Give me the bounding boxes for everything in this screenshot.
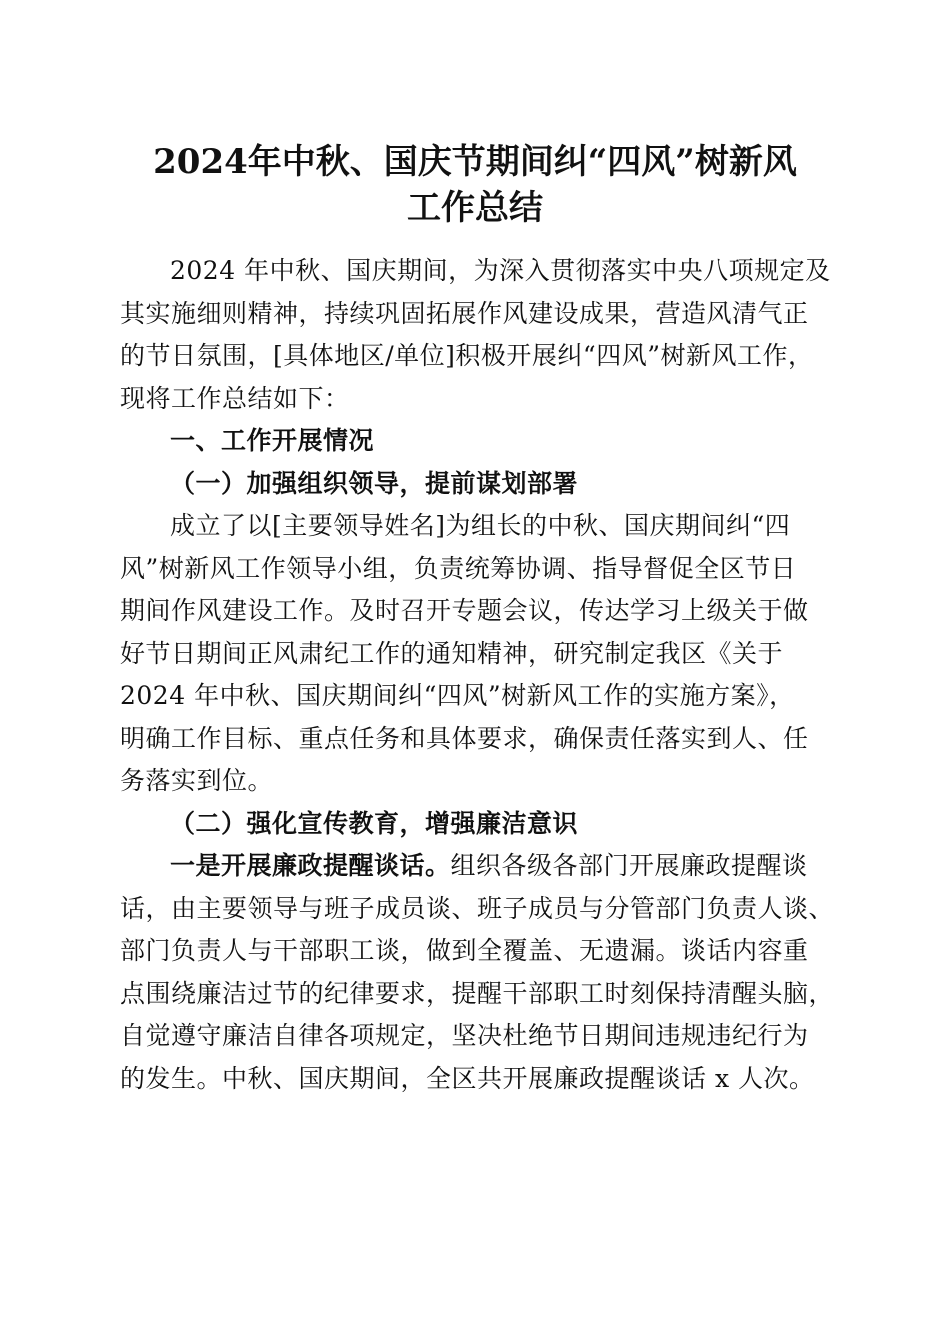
paragraph-line: 自觉遵守廉洁自律各项规定，坚决杜绝节日期间违规违纪行为 xyxy=(120,1021,809,1050)
paragraph-lead: 一是开展廉政提醒谈话。 xyxy=(170,851,451,880)
document-title-line-2: 工作总结 xyxy=(407,188,543,228)
paragraph-line: 话，由主要领导与班子成员谈、班子成员与分管部门负责人谈、 xyxy=(120,893,835,923)
document-title-line-1: 2024年中秋、国庆节期间纠“四风”树新风 xyxy=(153,142,797,182)
document-body xyxy=(120,250,835,1100)
subsection-heading: （一）加强组织领导，提前谋划部署 xyxy=(170,468,579,498)
paragraph-line: 务落实到位。 xyxy=(120,766,274,795)
subsection-heading: （二）强化宣传教育，增强廉洁意识 xyxy=(170,808,579,838)
paragraph-line: 好节日期间正风肃纪工作的通知精神，研究制定我区《关于 xyxy=(120,638,784,668)
paragraph-line: 的发生。中秋、国庆期间，全区共开展廉政提醒谈话 x 人次。 xyxy=(120,1063,815,1093)
paragraph-text: 组织各级各部门开展廉政提醒谈 xyxy=(450,851,808,880)
paragraph-line: 风”树新风工作领导小组，负责统筹协调、指导督促全区节日 xyxy=(120,553,797,583)
intro-line: 现将工作总结如下： xyxy=(120,383,350,413)
intro-line: 其实施细则精神，持续巩固拓展作风建设成果，营造风清气正 xyxy=(120,298,809,328)
section-heading: 一、工作开展情况 xyxy=(170,426,375,455)
paragraph-line xyxy=(120,845,832,888)
paragraph-line: 部门负责人与干部职工谈，做到全覆盖、无遗漏。谈话内容重 xyxy=(120,936,809,965)
intro-line: 2024 年中秋、国庆期间，为深入贯彻落实中央八项规定及 xyxy=(170,256,831,285)
paragraph-line: 成立了以[主要领导姓名]为组长的中秋、国庆期间纠“四 xyxy=(170,511,791,540)
paragraph-line: 期间作风建设工作。及时召开专题会议，传达学习上级关于做 xyxy=(120,596,809,625)
paragraph-line: 明确工作目标、重点任务和具体要求，确保责任落实到人、任 xyxy=(120,723,809,753)
paragraph-line: 点围绕廉洁过节的纪律要求，提醒干部职工时刻保持清醒头脑， xyxy=(120,978,835,1008)
paragraph-line: 2024 年中秋、国庆期间纠“四风”树新风工作的实施方案》， xyxy=(120,681,795,710)
intro-line: 的节日氛围，[具体地区/单位]积极开展纠“四风”树新风工作， xyxy=(120,341,814,370)
